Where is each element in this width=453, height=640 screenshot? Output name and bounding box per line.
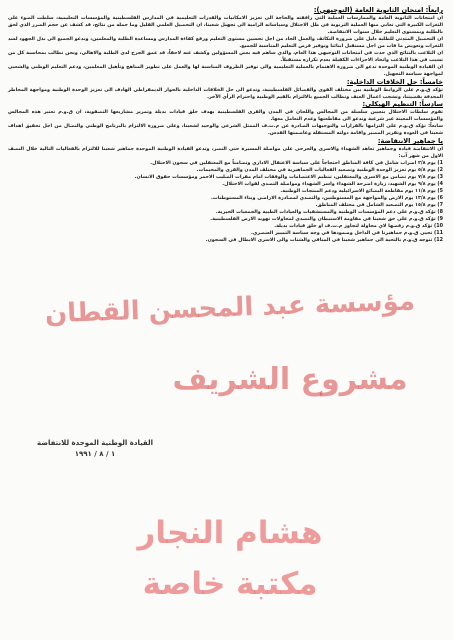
list-item: 1) يوم ٢/٨ اضراب شامل في كافة المناطق احتجاجاً على سياسة الاعتقال الاداري وتضامناً مع المعتقلين في سجون الاحتلال.: [150, 160, 443, 167]
list-item: 7) يوم ١٥/٨ يوم التصعيد الشامل في مختلف المناطق.: [315, 201, 443, 208]
section-heading: سادساً: التنظيم الهيكلي:: [362, 100, 443, 109]
watermark-project: مشروع الشريف: [172, 362, 408, 397]
paragraph: تؤكد ق.و.م على الروابط الوطنية بين مختلف القوى والفصائل الفلسطينية، وتدعو الى حل الخلافات الداخلية بالحوار الديمقراطي الهادف الى تعزيز الوحدة الوطنية ومواجهة المخاطر المحدقة بقضيتنا، وتشجب اعمال العنف وتطالب الجميع بالالتزام بالقيم الوطنية واحترام الرأي الآخر.: [8, 86, 443, 100]
watermark-organization: مؤسسة عبد المحسن القطان: [44, 286, 416, 330]
paragraph: ان الانتفاضة قيادة وجماهير تعاهد الشهداء والاسرى والجرحى على مواصلة المسيرة حتى النصر، وتدعو القيادة الوطنية الموحدة جماهير شعبنا للالتزام بالفعاليات التالية خلال النصف الاول من شهر آب:: [8, 146, 443, 160]
paragraph: سابعاً: تؤكد ق.و.م على التزامها بالقرارات والتوجيهات الصادرة عن م.ت.ف الممثل الشرعي والوحيد لشعبنا، وعلى ضرورة الالتزام بالبرنامج الوطني والنضال من اجل تحقيق اهداف شعبنا في العودة وتقرير المصير واقامة دولته المستقلة وعاصمتها القدس.: [8, 123, 443, 137]
section-call-to-masses: [8, 137, 443, 160]
watermark-library: مكتبة خاصة: [142, 566, 318, 602]
paragraph: ان التحصيل المتدني للطلبة دليل على ضرورة التكاتف والعمل الجاد من اجل تحسين مستوى التعليم ورفع كفاءة المدارس ومساعدة الطلبة والمعلمين، وندعو الجميع الى بذل الجهود لسد الثغرات وتعويض ما فات من اجل مستقبل ابنائنا وتوفير فرص التعليم المناسبة للجميع.: [8, 35, 443, 49]
section-structure: [8, 100, 443, 137]
watermark-name: هشام النجار: [137, 515, 323, 551]
list-item: 12) تتوجه ق.و.م بالتحية الى جماهير شعبنا في المنافي والشتات والى الاسرى الابطال في السجون.: [205, 236, 443, 243]
section-heading: رابعاً: امتحان الثانوية العامة (التوجيهي):: [313, 6, 443, 14]
activities-list: [8, 160, 443, 243]
signature-line: القيادة الوطنية الموحدة للانتفاضة: [37, 439, 153, 447]
document-body: [8, 6, 443, 244]
list-item: 3) يوم ٧/٨ يوم تضامن مع الاسرى والمعتقلين، تنظيم الاعتصامات والوقفات امام مقرات الصليب الاحمر ومؤسسات حقوق الانسان.: [134, 174, 443, 181]
signature-date: ١ / ٨ / ١٩٩١: [74, 450, 116, 458]
section-internal-disputes: [8, 78, 443, 101]
paragraph: تقوم سلطات الاحتلال بتعيين سلسلة من المجالس واللجان في المدن والقرى الفلسطينية بهدف خلق قيادات بديلة وتمرير مشاريعها التصفوية، ان ق.و.م تعتبر هذه المجالس والمؤسسات المعينة غير شرعية وتدعو الى مقاطعتها وعدم التعامل معها.: [8, 109, 443, 123]
list-item: 6) يوم ١٣/٨ يوم الارض والمواجهة مع المستوطنين، والتصدي لمصادرة الاراضي وبناء المستوطنات.: [210, 194, 443, 201]
section-heading: خامساً: حل الخلافات الداخلية:: [346, 77, 443, 86]
list-item: 11) تحيي ق.و.م جماهيرنا في الداخل وصمودها في وجه سياسة التمييز العنصري.: [251, 229, 443, 236]
list-item: 2) يوم ٥/٨ يوم تعزيز الوحدة الوطنية وتصعيد الفعاليات الجماهيرية في مختلف المدن والقرى والمخيمات.: [196, 167, 443, 174]
list-item: 9) تؤكد ق.و.م على حق شعبنا في مقاومة الاستيطان والتصدي لمحاولات تهويد الارض الفلسطينية.: [210, 215, 443, 222]
section-heading: يا جماهير الانتفاضة:: [377, 137, 443, 146]
signature-block: [30, 438, 160, 460]
list-item: 10) تؤكد ق.و.م رفضها لاي محاولة لتجاوز م.ت.ف او خلق قيادات بديلة.: [274, 222, 443, 229]
paragraph: ان القيادة الوطنية الموحدة تدعو الى ضرورة الاهتمام بالعملية التعليمية والى توفير الظروف المناسبة لها والعمل على تطوير المناهج وتأهيل المعلمين، ودعم التعليم الوطني والشعبي لمواجهة سياسة التجهيل.: [8, 63, 443, 77]
paragraph: ان امتحانات الثانوية العامة والممارسات العملية التي رافقته والحاجة الى تعزيز الامكانيات والقدرات التعليمية في المدارس الفلسطينية والمؤسسات التعليمية، سلطت الضوء على الثغرات الكبيرة التي تعاني منها العملية التربوية في ظل الاحتلال وسياساته الرامية الى تجهيل شعبنا، ان التحصيل العلمي القليل وما حمله من نتائج، قد كشف عن حجم الضرر الذي لحق بالطلبة وبمستوى التعليم خلال سنوات الانتفاضة.: [8, 15, 443, 35]
list-item: 8) تؤكد ق.و.م على دعم المؤسسات الوطنية والمستشفيات والعيادات الطبية والجمعيات الخيرية.: [215, 208, 443, 215]
list-item: 4) يوم ٩/٨ يوم الشهيد، زيارة اضرحة الشهداء واسر الشهداء ومواصلة التصدي لقوات الاحتلال.: [222, 181, 443, 188]
paragraph: ان التلاعب بالنتائج الذي حدث في امتحانات التوجيهي هذا العام، والذي ساهم فيه بعض المسؤولين وكشف عنه لاحقاً، قد عمق الجرح لدى الطلبة والاهالي، ونحن نطالب بمحاسبة كل من تسبب في هذا التلاعب واتخاذ الاجراءات الكفيلة بعدم تكراره مستقبلاً.: [8, 49, 443, 63]
list-item: 5) يوم ١١/٨ يوم مقاطعة البضائع الاسرائيلية ودعم المنتجات الوطنية.: [280, 188, 443, 195]
section-exam: [8, 6, 443, 78]
